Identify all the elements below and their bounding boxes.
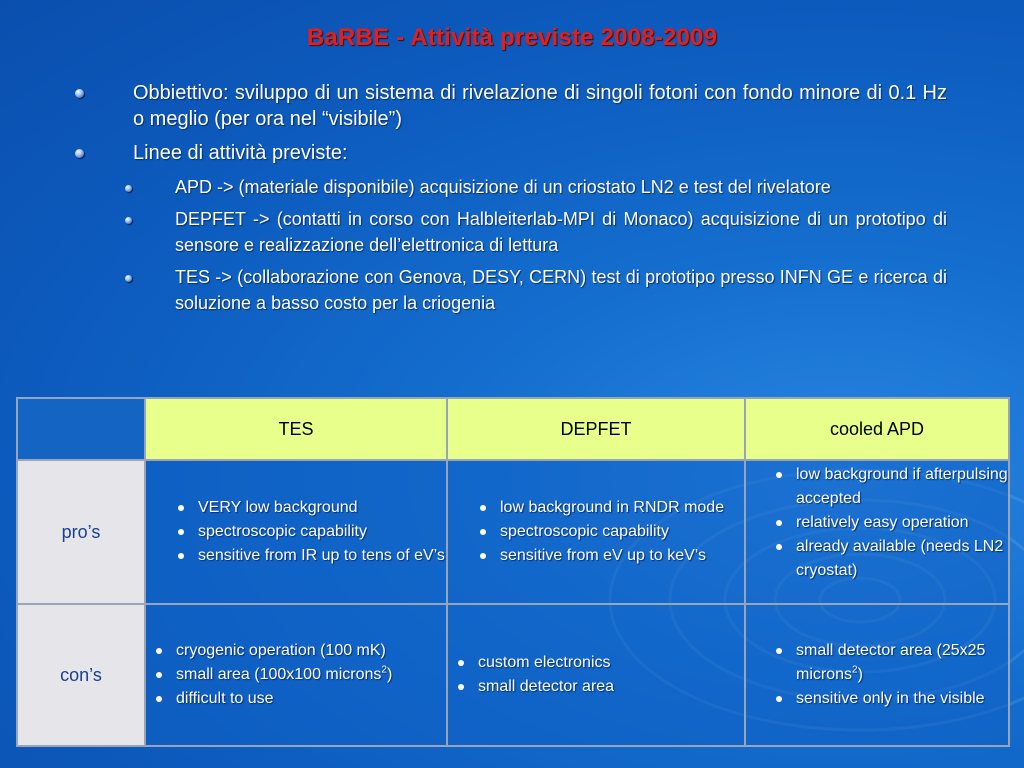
table-row-cons (17, 604, 1009, 746)
table-header-row (17, 398, 1009, 460)
list-item: already available (needs LN2 cryostat) (768, 535, 1008, 583)
list-item: sensitive only in the visible (768, 687, 1008, 711)
pros-depfet-cell (447, 460, 745, 604)
pros-apd-cell (745, 460, 1009, 604)
bullet-icon (125, 275, 132, 282)
list-item: spectroscopic capability (472, 520, 744, 544)
bullet-text: APD -> (materiale disponibile) acquisizione di un criostato LN2 e test del rivelatore (175, 177, 831, 197)
list-item: low background in RNDR mode (472, 496, 744, 520)
cons-apd-list (746, 639, 1008, 711)
list-item: small detector area (450, 675, 744, 699)
cons-tes-list (146, 639, 446, 711)
bullet-list (75, 80, 947, 322)
row-label-pros: pro’s (17, 460, 145, 604)
list-item: difficult to use (148, 687, 446, 711)
pros-apd-list (746, 463, 1008, 583)
bullet-activities (75, 140, 947, 166)
comparison-table (16, 397, 1010, 747)
cons-depfet-list (448, 651, 744, 699)
header-cell-tes: TES (145, 398, 447, 460)
bullet-icon (125, 185, 132, 192)
cons-depfet-cell (447, 604, 745, 746)
sub-bullet-tes (75, 264, 947, 316)
bullet-icon (75, 89, 84, 98)
row-label-cons: con’s (17, 604, 145, 746)
sub-bullet-depfet (75, 206, 947, 258)
list-item: sensitive from IR up to tens of eV’s (170, 544, 446, 568)
pros-tes-cell (145, 460, 447, 604)
slide-title: BaRBE - Attività previste 2008-2009 (306, 24, 718, 51)
pros-depfet-list (448, 496, 744, 568)
header-corner-cell (17, 398, 145, 460)
list-item: spectroscopic capability (170, 520, 446, 544)
cons-tes-cell (145, 604, 447, 746)
list-item: custom electronics (450, 651, 744, 675)
header-cell-depfet: DEPFET (447, 398, 745, 460)
list-item: sensitive from eV up to keV’s (472, 544, 744, 568)
list-item: small detector area (25x25 microns$^2$) (768, 639, 1008, 687)
sub-bullet-apd (75, 174, 947, 200)
list-item: small area (100x100 microns$^2$) (148, 663, 446, 687)
list-item: low background if afterpulsing accepted (768, 463, 1008, 511)
bullet-text: Obbiettivo: sviluppo di un sistema di rivelazione di singoli fotoni con fondo minore di 0.1 Hz o meglio (per ora nel “visibile”) (133, 82, 947, 130)
table-row-pros (17, 460, 1009, 604)
bullet-icon (125, 217, 132, 224)
list-item: relatively easy operation (768, 511, 1008, 535)
header-cell-cooled-apd: cooled APD (745, 398, 1009, 460)
pros-tes-list (146, 496, 446, 568)
cons-apd-cell (745, 604, 1009, 746)
bullet-text: Linee di attività previste: (133, 142, 348, 164)
bullet-objective (75, 80, 947, 132)
list-item: cryogenic operation (100 mK) (148, 639, 446, 663)
list-item: VERY low background (170, 496, 446, 520)
bullet-icon (75, 149, 84, 158)
bullet-text: TES -> (collaborazione con Genova, DESY, CERN) test di prototipo presso INFN GE e ricerca di soluzione a basso costo per la criogenia (175, 267, 947, 313)
bullet-text: DEPFET -> (contatti in corso con Halbleiterlab-MPI di Monaco) acquisizione di un prototipo di sensore e realizzazione dell’elettronica di lettura (175, 209, 947, 255)
